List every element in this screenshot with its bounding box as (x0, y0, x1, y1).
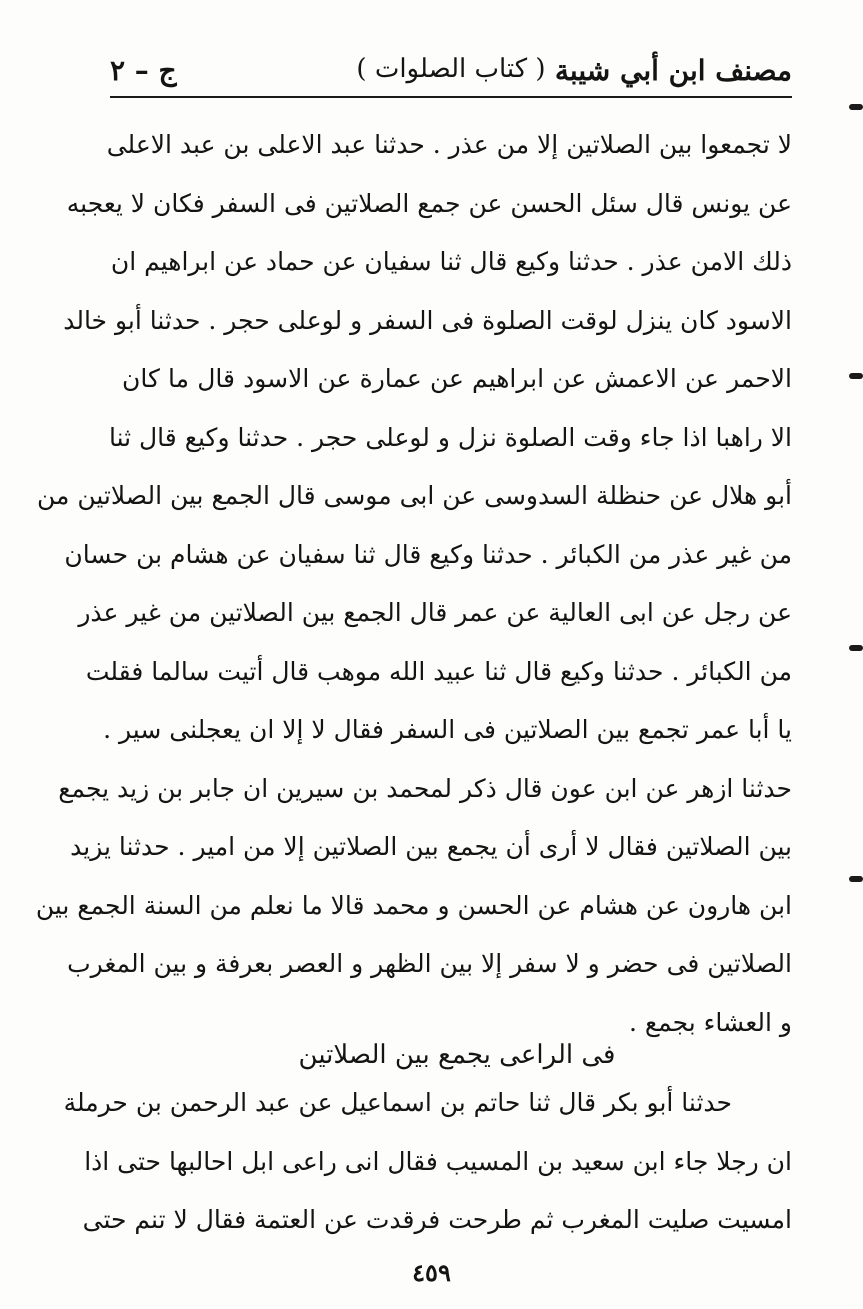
margin-mark (849, 645, 863, 651)
text-line: الاحمر عن الاعمش عن ابراهيم عن عمارة عن الاسود قال ما كان (122, 364, 792, 393)
running-header (110, 50, 792, 96)
text-line: من غير عذر من الكبائر . حدثنا وكيع قال ثنا سفيان عن هشام بن حسان (64, 539, 792, 569)
text-line: حدثنا ازهر عن ابن عون قال ذكر لمحمد بن سيرين ان جابر بن زيد يجمع (58, 773, 792, 803)
section-title: ( كتاب الصلوات ) (356, 54, 546, 84)
text-line: بين الصلاتين فقال لا أرى أن يجمع بين الصلاتين إلا من امير . حدثنا يزيد (70, 832, 792, 861)
volume-number: ج – ٢ (110, 54, 177, 87)
text-line: عن رجل عن ابى العالية عن عمر قال الجمع بين الصلاتين من غير عذر (78, 598, 792, 627)
page-number: ٤٥٩ (412, 1258, 451, 1287)
text-line: امسيت صليت المغرب ثم طرحت فرقدت عن العتمة فقال لا تنم حتى (82, 1205, 792, 1234)
text-line: عن يونس قال سئل الحسن عن جمع الصلاتين فى السفر فكان لا يعجبه (66, 188, 792, 218)
margin-mark (849, 104, 863, 110)
text-line: الا راهبا اذا جاء وقت الصلوة نزل و لوعلى حجر . حدثنا وكيع قال ثنا (108, 422, 792, 452)
text-line: ان رجلا جاء ابن سعيد بن المسيب فقال انى راعى ابل احالبها حتى اذا (84, 1146, 792, 1176)
margin-mark (849, 876, 863, 882)
text-line: من الكبائر . حدثنا وكيع قال ثنا عبيد الله موهب قال أتيت سالما فقلت (85, 656, 792, 686)
book-title: مصنف ابن أبي شيبة (554, 54, 792, 87)
text-line: و العشاء بجمع . (628, 1007, 792, 1037)
margin-mark (849, 373, 863, 379)
text-line: حدثنا أبو بكر قال ثنا حاتم بن اسماعيل عن عبد الرحمن بن حرملة (63, 1088, 732, 1117)
main-text (35, 116, 792, 1052)
text-line: الصلاتين فى حضر و لا سفر إلا بين الظهر و العصر بعرفة و بين المغرب (67, 949, 792, 978)
text-line: ذلك الامن عذر . حدثنا وكيع قال ثنا سفيان عن حماد عن ابراهيم ان (110, 247, 792, 276)
text-line: يا أبا عمر تجمع بين الصلاتين فى السفر فقال لا إلا ان يعجلنى سير . (103, 715, 792, 744)
section-heading: فى الراعى يجمع بين الصلاتين (298, 1040, 616, 1070)
text-line: لا تجمعوا بين الصلاتين إلا من عذر . حدثنا عبد الاعلى بن عبد الاعلى (106, 130, 792, 159)
header-rule (110, 96, 792, 98)
text-line: ابن هارون عن هشام عن الحسن و محمد قالا ما نعلم من السنة الجمع بين (35, 890, 792, 920)
text-line: الاسود كان ينزل لوقت الصلوة فى السفر و لوعلى حجر . حدثنا أبو خالد (63, 305, 792, 335)
second-paragraph (63, 1074, 792, 1250)
text-line: أبو هلال عن حنظلة السدوسى عن ابى موسى قال الجمع بين الصلاتين من (36, 481, 792, 510)
